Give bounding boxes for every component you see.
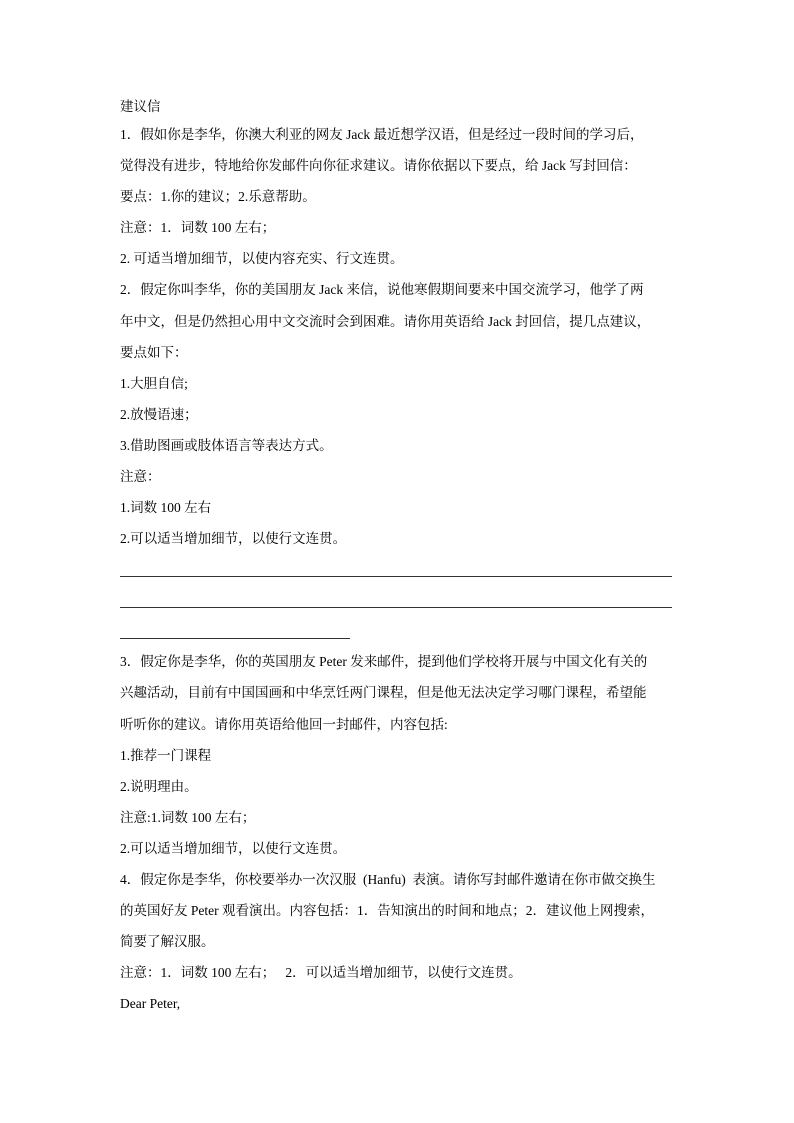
task1-line: 2. 可适当增加细节，以使内容充实、行文连贯。 (120, 251, 404, 267)
task4-line: 4．假定你是李华，你校要举办一次汉服 (Hanfu) 表演。请你写封邮件邀请在你市做交换生 (120, 871, 656, 887)
task2-line: 3.借助图画或肢体语言等表达方式。 (120, 437, 333, 453)
task3-line: 注意:1.词数 100 左右； (120, 809, 256, 825)
task3-line: 2.可以适当增加细节，以使行文连贯。 (120, 840, 347, 856)
task2-line: 2．假定你叫李华，你的美国朋友 Jack 来信，说他寒假期间要来中国交流学习，他学了两 (120, 282, 644, 298)
task4-line: 简要了解汉服。 (120, 934, 215, 950)
task3-line: 3．假定你是李华，你的英国朋友 Peter 发来邮件，提到他们学校将开展与中国文化有关的 (120, 654, 648, 670)
document-title: 建议信 (120, 99, 161, 114)
task2-line: 1.大胆自信; (120, 375, 188, 391)
task2-line: 2.可以适当增加细节，以使行文连贯。 (120, 531, 347, 547)
task1-line: 觉得没有进步，特地给你发邮件向你征求建议。请你依据以下要点，给 Jack 写封回信： (120, 158, 637, 174)
answer-line (120, 607, 672, 608)
task1-line: 注意：1．词数 100 左右； (120, 220, 276, 236)
task1-line: 要点：1.你的建议；2.乐意帮助。 (120, 189, 316, 205)
task2-line: 1.词数 100 左右 (120, 500, 212, 516)
task2-line: 年中文，但是仍然担心用中文交流时会到困难。请你用英语给 Jack 封回信，提几点建议， (120, 313, 651, 329)
task3-section (120, 646, 680, 1019)
task3-line: 听听你的建议。请你用英语给他回一封邮件，内容包括: (120, 716, 448, 732)
letter-salutation: Dear Peter, (120, 996, 181, 1012)
task2-line: 注意： (120, 469, 161, 485)
task2-line: 要点如下： (120, 344, 188, 360)
task3-line: 兴趣活动，目前有中国国画和中华烹饪两门课程，但是他无法决定学习哪门课程，希望能 (120, 685, 647, 701)
task1-line: 1．假如你是李华，你澳大利亚的网友 Jack 最近想学汉语，但是经过一段时间的学习后， (120, 127, 644, 142)
answer-line (120, 638, 350, 639)
answer-line (120, 576, 672, 577)
task4-line: 注意：1．词数 100 左右； 2．可以适当增加细节，以使行文连贯。 (120, 965, 522, 981)
task2-line: 2.放慢语速； (120, 406, 198, 422)
document-body (120, 95, 680, 1019)
task4-line: 的英国好友 Peter 观看演出。内容包括：1．告知演出的时间和地点；2．建议他上网搜索， (120, 903, 654, 919)
task3-line: 1.推荐一门课程 (120, 747, 212, 763)
task3-line: 2.说明理由。 (120, 778, 198, 794)
